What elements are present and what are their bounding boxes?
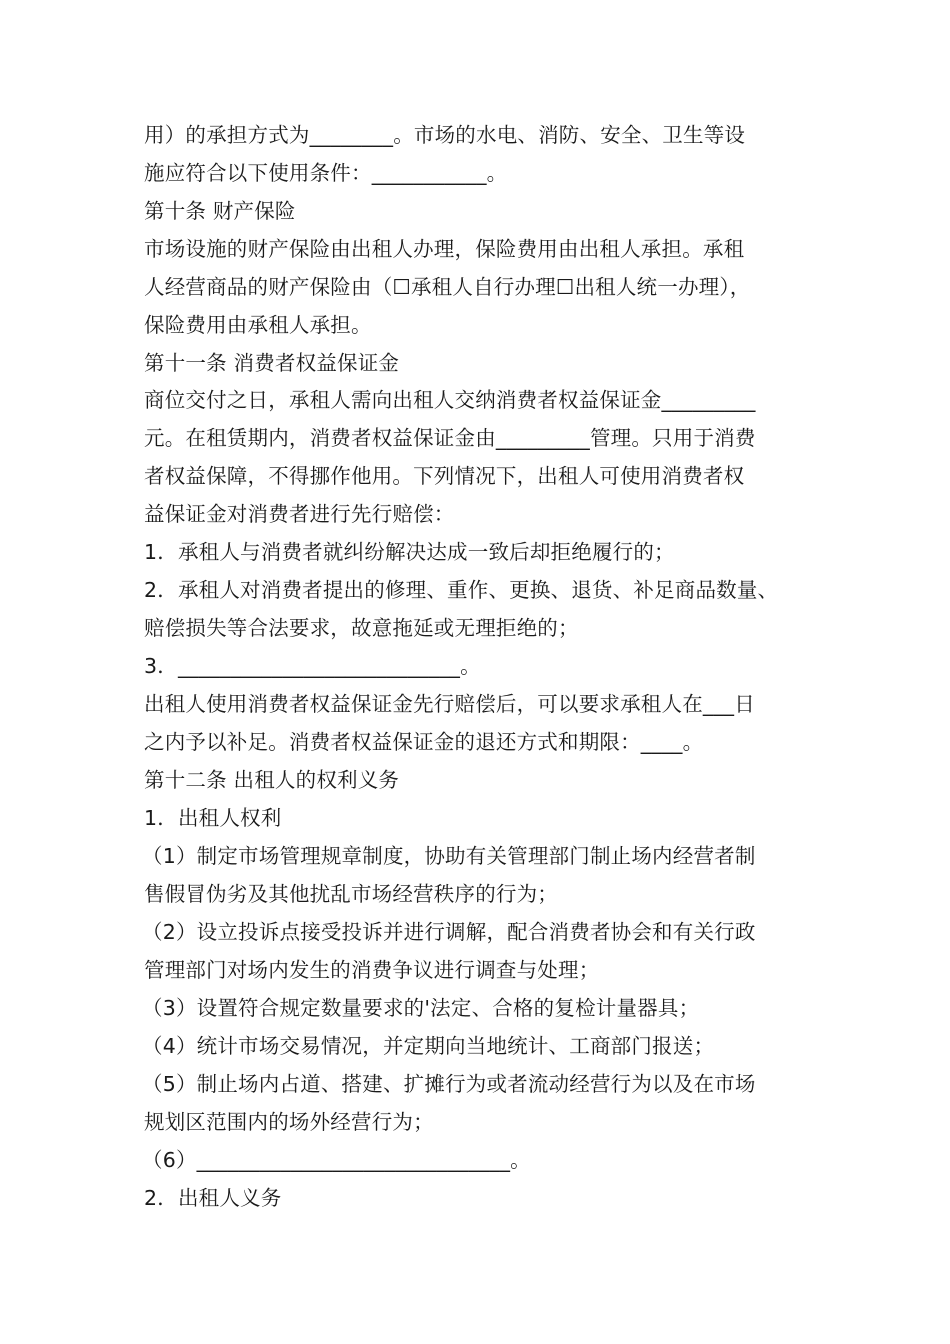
section-heading: 第十一条 消费者权益保证金	[144, 351, 400, 375]
text-line: 管理部门对场内发生的消费争议进行调查与处理；	[144, 958, 600, 982]
text-line: 用）的承担方式为________。市场的水电、消防、安全、卫生等设	[144, 123, 746, 147]
text-line: 元。在租赁期内，消费者权益保证金由_________管理。只用于消费	[144, 426, 756, 450]
list-item: （2）设立投诉点接受投诉并进行调解，配合消费者协会和有关行政	[142, 920, 756, 944]
list-item: 2．承租人对消费者提出的修理、重作、更换、退货、补足商品数量、	[144, 578, 779, 602]
subsection-heading: 1．出租人权利	[144, 806, 282, 830]
text-line: 售假冒伪劣及其他扰乱市场经营秩序的行为；	[144, 882, 558, 906]
text-line: 赔偿损失等合法要求，故意拖延或无理拒绝的；	[144, 616, 579, 640]
list-item: （4）统计市场交易情况，并定期向当地统计、工商部门报送；	[142, 1034, 715, 1058]
subsection-heading: 2．出租人义务	[144, 1186, 282, 1210]
text-line: 益保证金对消费者进行先行赔偿：	[144, 502, 455, 526]
text-line: 施应符合以下使用条件：___________。	[144, 161, 508, 185]
text-line: 之内予以补足。消费者权益保证金的退还方式和期限：____。	[144, 730, 704, 754]
list-item: （5）制止场内占道、搭建、扩摊行为或者流动经营行为以及在市场	[142, 1072, 756, 1096]
section-heading: 第十条 财产保险	[144, 199, 296, 223]
list-item: （1）制定市场管理规章制度，协助有关管理部门制止场内经营者制	[142, 844, 756, 868]
list-item: 1．承租人与消费者就纠纷解决达成一致后却拒绝履行的；	[144, 540, 675, 564]
text-line: 者权益保障，不得挪作他用。下列情况下，出租人可使用消费者权	[144, 464, 745, 488]
list-item: 3．___________________________。	[144, 654, 481, 678]
text-line: 出租人使用消费者权益保证金先行赔偿后，可以要求承租人在___日	[144, 692, 755, 716]
text-line: 保险费用由承租人承担。	[144, 313, 372, 337]
section-heading: 第十二条 出租人的权利义务	[144, 768, 400, 792]
text-line: 规划区范围内的场外经营行为；	[144, 1110, 434, 1134]
list-item: （6）______________________________。	[142, 1148, 531, 1172]
text-line: 商位交付之日，承租人需向出租人交纳消费者权益保证金_________	[144, 388, 756, 412]
text-line: 市场设施的财产保险由出租人办理，保险费用由出租人承担。承租	[144, 237, 745, 261]
list-item: （3）设置符合规定数量要求的'法定、合格的复检计量器具；	[142, 996, 700, 1020]
text-line: 人经营商品的财产保险由（☐承租人自行办理☐出租人统一办理），	[144, 275, 751, 299]
